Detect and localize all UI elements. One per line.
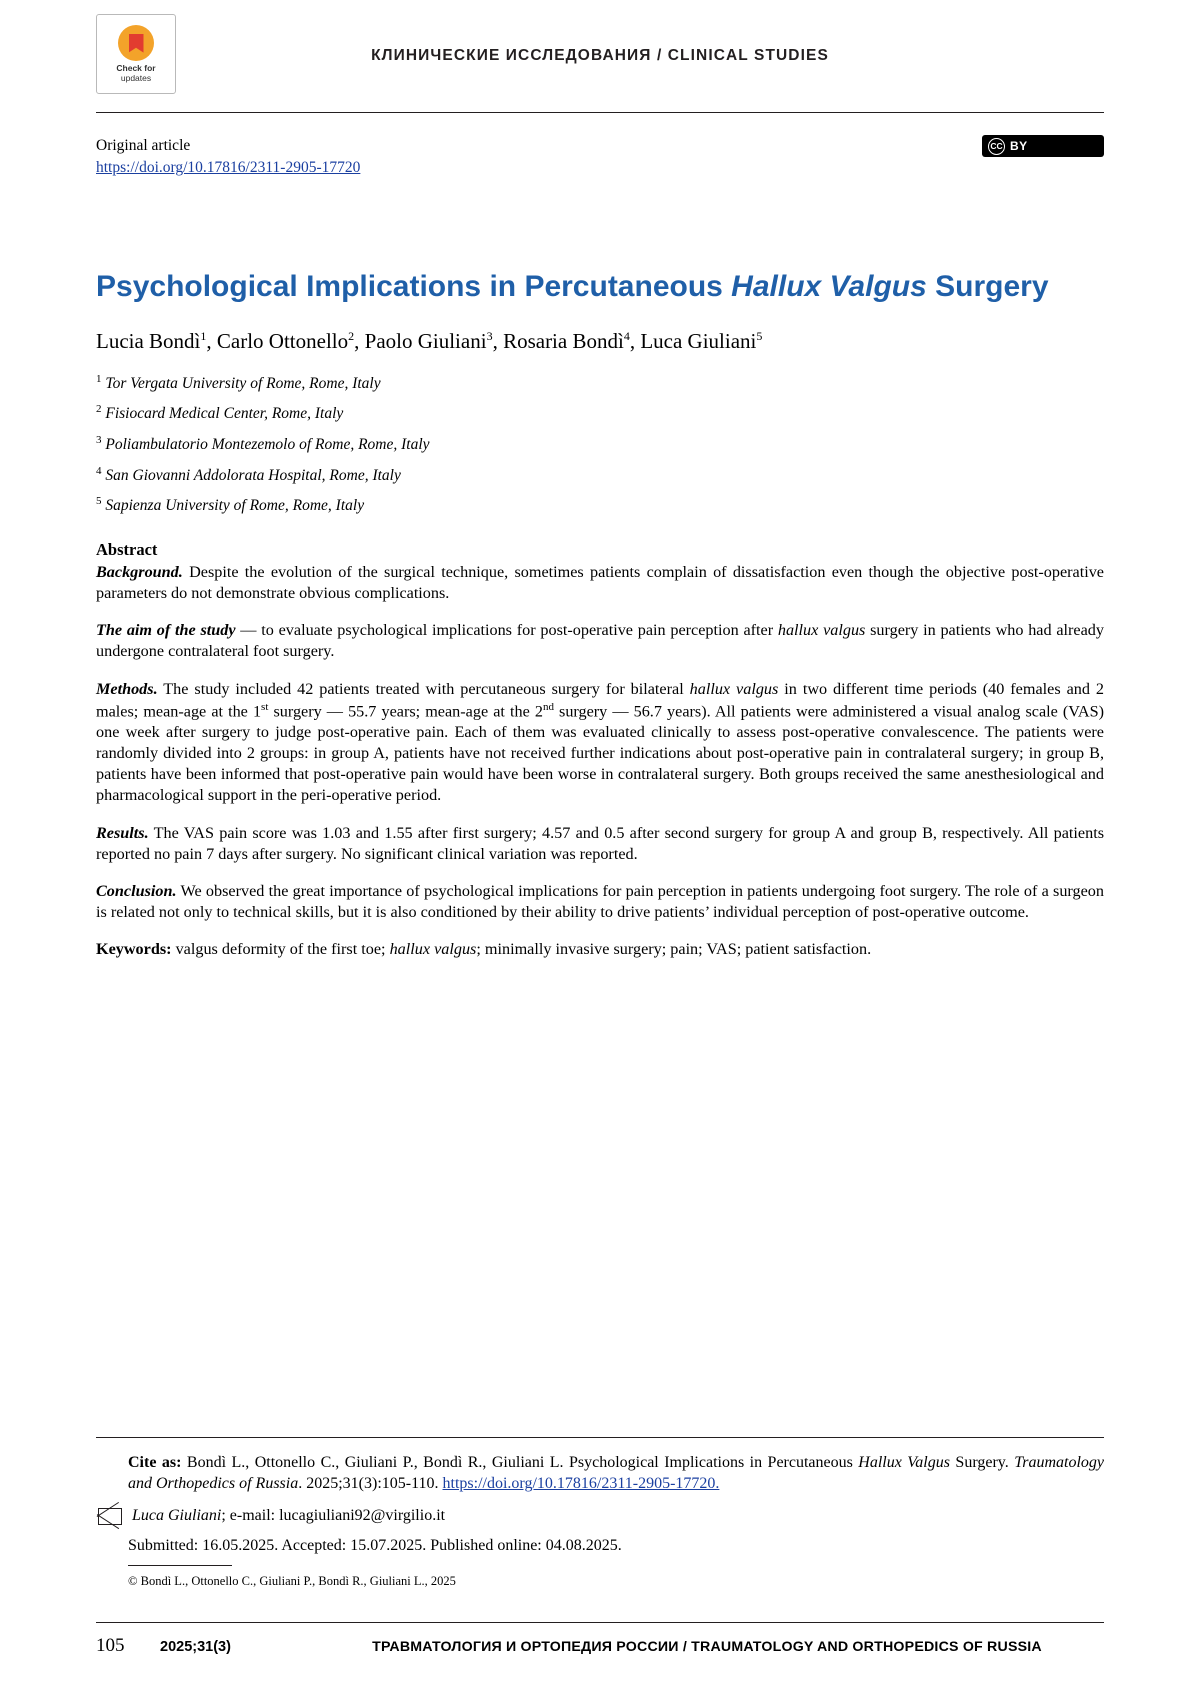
crossmark-icon — [118, 25, 154, 61]
envelope-icon — [98, 1508, 122, 1525]
page-number: 105 — [96, 1635, 125, 1656]
submission-dates: Submitted: 16.05.2025. Accepted: 15.07.2025. Published online: 04.08.2025. — [128, 1537, 622, 1554]
keywords-italic: hallux valgus — [389, 940, 477, 959]
title-part1: Psychological Implications in Percutaneous — [96, 269, 732, 303]
cite-as — [96, 1452, 1104, 1495]
background-label: Background. — [96, 563, 183, 582]
abstract-results — [96, 823, 1104, 865]
license-badge[interactable] — [982, 135, 1104, 157]
crossmark-line1: Check for — [116, 63, 156, 74]
corresponding-author-email: ; e-mail: lucagiuliani92@virgilio.it — [221, 1507, 446, 1524]
methods-sup-2: nd — [542, 700, 554, 713]
page-title — [96, 268, 1104, 306]
results-text: The VAS pain score was 1.03 and 1.55 after first surgery; 4.57 and 0.5 after second surgery for group A and group B, respectively. All patients reported no pain 7 days after surgery. No significant clinical variation was reported. — [96, 823, 1104, 863]
abstract-conclusion — [96, 881, 1104, 923]
title-part2: Surgery — [926, 269, 1049, 303]
corresponding-author-name: Luca Giuliani — [132, 1507, 222, 1524]
keywords — [96, 939, 1104, 960]
copyright-divider — [128, 1565, 232, 1566]
cite-doi-link[interactable]: https://doi.org/10.17816/2311-2905-17720. — [442, 1475, 720, 1493]
cite-label: Cite as: — [128, 1453, 182, 1471]
corresponding-author — [96, 1507, 1104, 1525]
copyright-notice: © Bondì L., Ottonello C., Giuliani P., Bondì R., Giuliani L., 2025 — [128, 1574, 456, 1588]
keywords-label: Keywords: — [96, 940, 172, 959]
author-list: Lucia Bondì$^1$, Carlo Ottonello$^2$, Paolo Giuliani$^3$, Rosaria Bondì$^4$, Luca Giuliani$^5$ — [96, 329, 763, 354]
abstract-aim — [96, 620, 1104, 662]
section-title: КЛИНИЧЕСКИЕ ИССЛЕДОВАНИЯ / CLINICAL STUDIES — [371, 47, 829, 64]
affiliation-sup: 3 — [96, 434, 102, 447]
affiliation-text: Tor Vergata University of Rome, Rome, Italy — [105, 374, 381, 392]
aim-text-1: — to evaluate psychological implications for post-operative pain perception after — [235, 621, 778, 640]
citation-block — [96, 1437, 1104, 1589]
cite-text-1: Bondì L., Ottonello C., Giuliani P., Bondì R., Giuliani L. Psychological Implications in Percutaneous — [181, 1453, 859, 1471]
issue-label: 2025;31(3) — [160, 1639, 231, 1655]
keywords-text-2: ; minimally invasive surgery; pain; VAS; patient satisfaction. — [476, 940, 872, 959]
cite-text-3: . 2025;31(3):105-110. — [298, 1475, 443, 1493]
methods-italic: hallux valgus — [689, 679, 779, 698]
cite-italic-1: Hallux Valgus — [858, 1453, 950, 1471]
cc-by-label: BY — [1010, 139, 1028, 153]
affiliation-item — [96, 374, 1104, 392]
affiliation-item — [96, 435, 1104, 453]
methods-text-2: in two different time periods (40 females and 2 males; mean-age at the 1 — [96, 679, 1104, 721]
methods-text-1: The study included 42 patients treated with percutaneous surgery for bilateral — [157, 679, 690, 698]
methods-label: Methods. — [96, 679, 158, 698]
author-sup: 2 — [348, 329, 355, 344]
cite-text-2: Surgery. — [949, 1453, 1015, 1471]
results-label: Results. — [96, 823, 149, 842]
crossmark-line2: updates — [120, 72, 152, 83]
methods-text-3: surgery — 55.7 years; mean-age at the 2 — [268, 702, 543, 721]
affiliation-list — [96, 374, 1104, 514]
citation-divider — [96, 1437, 1104, 1438]
affiliation-item — [96, 496, 1104, 514]
affiliation-sup: 1 — [96, 372, 102, 385]
meta-row — [96, 135, 1104, 180]
page-footer — [96, 1622, 1104, 1657]
affiliation-item — [96, 404, 1104, 422]
aim-label: The aim of the study — [96, 621, 236, 640]
methods-text-4: surgery — 56.7 years). All patients were administered a visual analog scale (VAS) one week after surgery to judge post-operative pain. Each of them was evaluated clinically to assess post-operative convalescence. The patients were randomly divided into 2 groups: in group A, patients have not received further indications about post-operative pain in contralateral surgery; in group B, patients have been informed that post-operative pain would have been worse in contralateral surgery. Both groups received the same anesthesiological and pharmacological support in the peri-operative period. — [96, 702, 1104, 805]
journal-name: ТРАВМАТОЛОГИЯ И ОРТОПЕДИЯ РОССИИ / TRAUMATOLOGY AND ORTHOPEDICS OF RUSSIA — [372, 1639, 1042, 1655]
author-sup: 4 — [623, 329, 630, 344]
author-name: Lucia Bondì — [96, 329, 201, 354]
affiliation-sup: 2 — [96, 403, 102, 416]
doi-link[interactable]: https://doi.org/10.17816/2311-2905-17720 — [96, 159, 361, 177]
affiliation-item — [96, 466, 1104, 484]
author-name: Paolo Giuliani — [364, 329, 487, 354]
affiliation-text: Poliambulatorio Montezemolo of Rome, Rome, Italy — [105, 436, 430, 454]
methods-sup-1: st — [261, 700, 269, 713]
author-sup: 1 — [200, 329, 207, 344]
conclusion-label: Conclusion. — [96, 881, 177, 900]
author-name: Luca Giuliani — [640, 329, 757, 354]
aim-italic: hallux valgus — [777, 621, 866, 640]
article-type: Original article — [96, 137, 191, 154]
affiliation-sup: 4 — [96, 464, 102, 477]
affiliation-sup: 5 — [96, 495, 102, 508]
crossmark-badge[interactable] — [96, 14, 176, 94]
affiliation-text: Sapienza University of Rome, Rome, Italy — [105, 497, 365, 515]
author-sup: 5 — [756, 329, 763, 344]
aim-text-2: surgery in patients who had already undergone contralateral foot surgery. — [96, 621, 1104, 661]
author-name: Carlo Ottonello — [216, 329, 349, 354]
conclusion-text: We observed the great importance of psychological implications for pain perception in patients undergoing foot surgery. The role of a surgeon is related not only to technical skills, but it is also conditioned by their ability to drive patients’ individual perception of post-operative outcome. — [96, 881, 1104, 922]
background-text: Despite the evolution of the surgical technique, sometimes patients complain of dissatisfaction even though the objective post-operative parameters do not demonstrate obvious complications. — [96, 563, 1104, 603]
article-meta — [96, 135, 360, 180]
cite-italic-2: Traumatology and Orthopedics of Russia — [128, 1453, 1104, 1493]
title-italic: Hallux Valgus — [731, 269, 927, 303]
abstract-background — [96, 562, 1104, 604]
abstract-heading: Abstract — [96, 540, 158, 560]
keywords-text-1: valgus deformity of the first toe; — [171, 940, 390, 959]
author-name: Rosaria Bondì — [503, 329, 624, 354]
affiliation-text: Fisiocard Medical Center, Rome, Italy — [105, 405, 344, 423]
affiliation-text: San Giovanni Addolorata Hospital, Rome, Italy — [105, 466, 401, 484]
author-sup: 3 — [486, 329, 493, 344]
cc-icon: CC — [988, 138, 1005, 155]
abstract-methods — [96, 679, 1104, 807]
page-header — [96, 0, 1104, 113]
